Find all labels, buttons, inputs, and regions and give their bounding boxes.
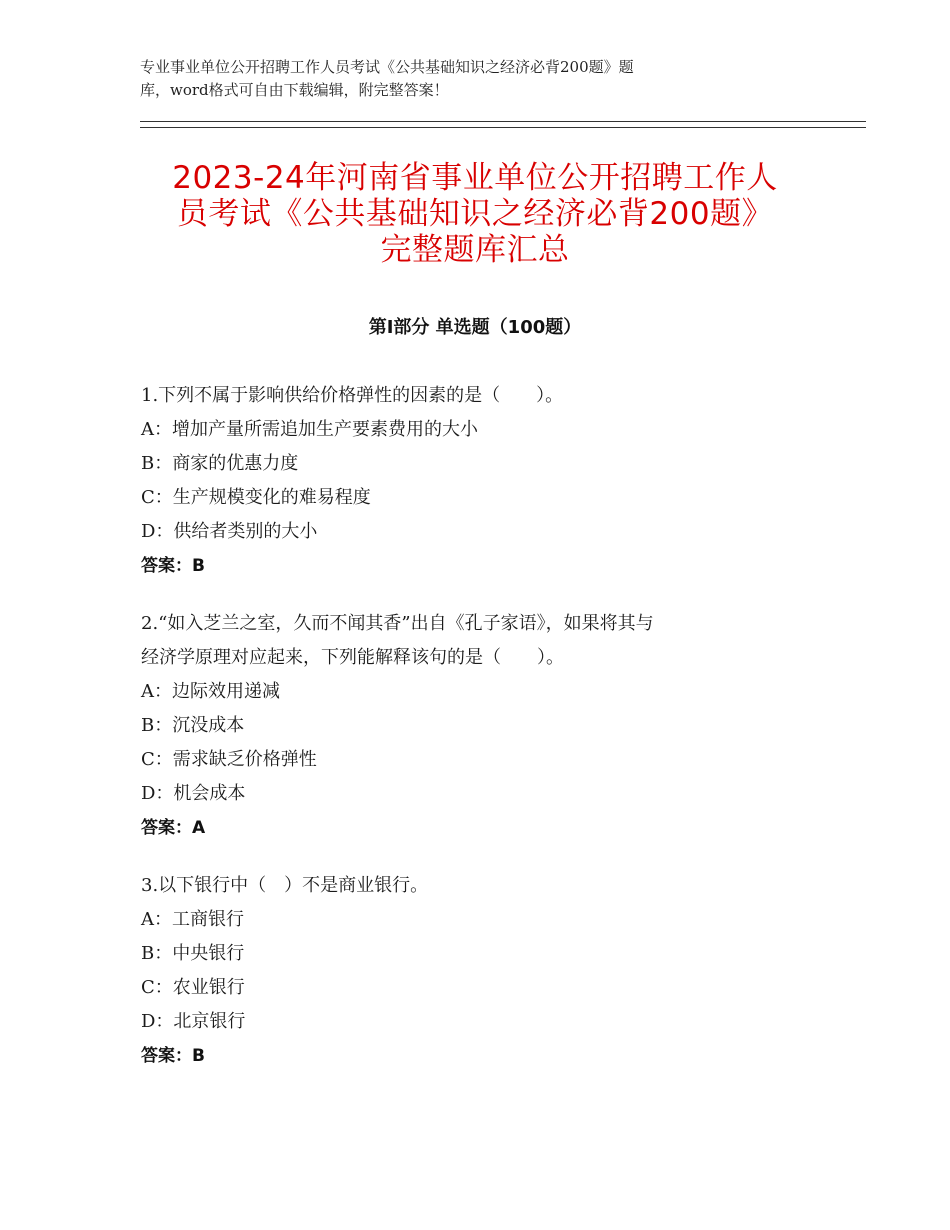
header-note-line-1: 专业事业单位公开招聘工作人员考试《公共基础知识之经济必背200题》题 xyxy=(140,58,634,76)
question-3 xyxy=(141,869,821,1073)
option-b: B：中央银行 xyxy=(141,943,245,964)
question-stem: 3.以下银行中（ ）不是商业银行。 xyxy=(141,875,429,896)
document-title xyxy=(130,160,820,268)
question-stem: 1.下列不属于影响供给价格弹性的因素的是（ ）。 xyxy=(141,385,564,406)
option-a: A：工商银行 xyxy=(141,909,244,930)
question-stem: 2.“如入芝兰之室，久而不闻其香”出自《孔子家语》，如果将其与 xyxy=(141,613,654,634)
option-d: D：北京银行 xyxy=(141,1011,246,1032)
option-d: D：供给者类别的大小 xyxy=(141,521,318,542)
option-d: D：机会成本 xyxy=(141,783,246,804)
question-2 xyxy=(141,607,821,845)
option-a: A：边际效用递减 xyxy=(141,681,280,702)
option-b: B：沉没成本 xyxy=(141,715,245,736)
document-title-line-3: 完整题库汇总 xyxy=(380,232,570,268)
answer-label: 答案：B xyxy=(141,1046,205,1066)
question-1 xyxy=(141,379,821,583)
section-heading: 第Ⅰ部分 单选题（100题） xyxy=(368,317,582,338)
answer-label: 答案：B xyxy=(141,556,205,576)
header-note xyxy=(140,56,780,102)
header-note-line-2: 库，word格式可自由下载编辑，附完整答案！ xyxy=(140,81,449,99)
question-stem-continued: 经济学原理对应起来，下列能解释该句的是（ ）。 xyxy=(141,647,564,668)
question-list xyxy=(141,379,821,1097)
answer-label: 答案：A xyxy=(141,818,206,838)
header-divider xyxy=(140,121,866,128)
option-b: B：商家的优惠力度 xyxy=(141,453,299,474)
option-a: A：增加产量所需追加生产要素费用的大小 xyxy=(141,419,478,440)
document-title-line-1: 2023-24年河南省事业单位公开招聘工作人 xyxy=(172,160,778,196)
document-title-line-2: 员考试《公共基础知识之经济必背200题》 xyxy=(176,196,774,232)
option-c: C：需求缺乏价格弹性 xyxy=(141,749,317,770)
option-c: C：农业银行 xyxy=(141,977,245,998)
option-c: C：生产规模变化的难易程度 xyxy=(141,487,371,508)
